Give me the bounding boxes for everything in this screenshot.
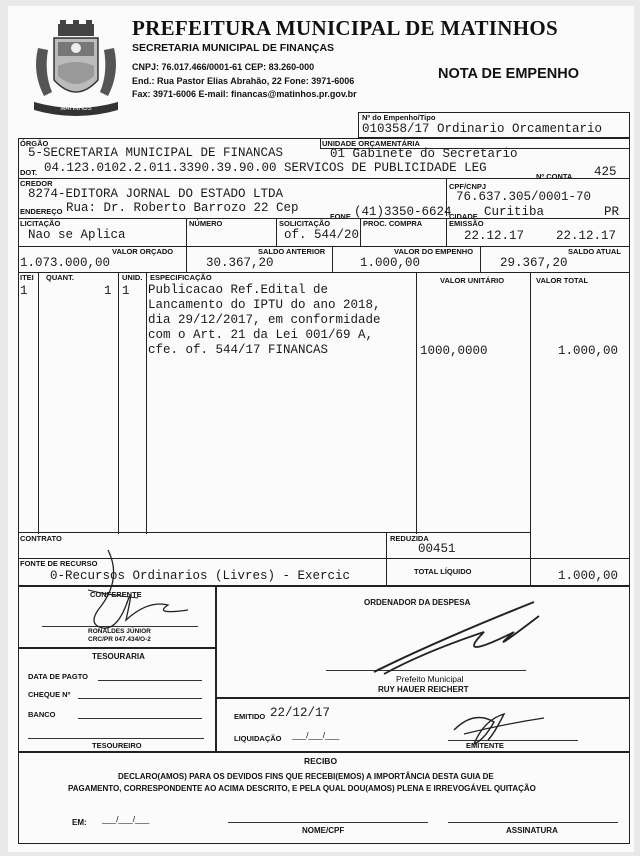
emissao-value-2: 22.12.17	[556, 229, 617, 243]
valor-empenho-label: VALOR DO EMPENHO	[394, 247, 474, 256]
saldo-atual-label: SALDO ATUAL	[568, 247, 621, 256]
tesoureiro-label: TESOUREIRO	[92, 741, 142, 750]
conta-label: Nº CONTA	[536, 172, 573, 181]
reduzida-label: REDUZIDA	[390, 534, 429, 543]
banco-label: BANCO	[28, 710, 56, 719]
cidade-value: Curitiba	[484, 205, 545, 219]
empenho-label: Nº do Empenho/Tipo	[362, 113, 436, 122]
cnpj-line: CNPJ: 76.017.466/0001-61 CEP: 83.260-000	[132, 62, 315, 72]
unidade-value: 01 Gabinete do Secretario	[330, 147, 518, 161]
emitente-signature-icon	[444, 700, 554, 750]
item-quant: 1	[104, 284, 112, 298]
data-pagto-label: DATA DE PAGTO	[28, 672, 88, 681]
fonte-value: 0-Recursos Ordinarios (Livres) - Exercic	[50, 569, 351, 583]
assinatura-label: ASSINATURA	[506, 826, 558, 835]
licitacao-label: LICITAÇÃO	[20, 219, 61, 228]
svg-text:MATINHOS: MATINHOS	[60, 106, 92, 112]
em-value: ___/___/___	[102, 814, 150, 824]
em-label: EM:	[72, 818, 87, 827]
conferente-crc: CRC/PR 047.434/O-2	[88, 636, 151, 643]
col-vunit-header: VALOR UNITÁRIO	[440, 276, 505, 285]
proc-compra-label: PROC. COMPRA	[363, 219, 423, 228]
total-label: TOTAL LÍQUIDO	[414, 567, 472, 576]
col-vtotal-header: VALOR TOTAL	[536, 276, 589, 285]
col-quant-header: QUANT.	[46, 273, 74, 282]
tesouraria-label: TESOURARIA	[92, 652, 145, 661]
licitacao-value: Nao se Aplica	[28, 228, 126, 242]
tesouraria-box	[18, 648, 216, 752]
emissao-value-1: 22.12.17	[464, 229, 525, 243]
empenho-document	[8, 6, 634, 852]
spec-line: Publicacao Ref.Edital de	[148, 283, 329, 297]
spec-line: com o Art. 21 da Lei 001/69 A,	[148, 328, 374, 342]
page-subtitle: SECRETARIA MUNICIPAL DE FINANÇAS	[132, 42, 335, 54]
fax-line: Fax: 3971-6006 E-mail: financas@matinhos.pr.gov.br	[132, 89, 357, 99]
cpf-label: CPF/CNPJ	[449, 182, 487, 191]
credor-value: 8274-EDITORA JORNAL DO ESTADO LTDA	[28, 187, 284, 201]
emissao-label: EMISSÃO	[449, 219, 484, 228]
valor-orcado-label: VALOR ORÇADO	[112, 247, 174, 256]
numero-label: NÚMERO	[189, 219, 223, 228]
conferente-name: RONALDES JÚNIOR	[88, 628, 151, 635]
fone-label: FONE	[330, 212, 351, 221]
col-item-header: ITEI	[20, 273, 34, 282]
fone-value: (41)3350-6624	[354, 205, 452, 219]
recibo-line-2: PAGAMENTO, CORRESPONDENTE AO ACIMA DESCRITO, E PELA QUAL DOU(AMOS) PLENA E IRREVOGÁVEL QUITAÇÃO	[68, 784, 536, 793]
contrato-label: CONTRATO	[20, 534, 62, 543]
emitente-label: EMITENTE	[466, 741, 504, 750]
endereco-value: Rua: Dr. Roberto Barrozo 22 Cep	[66, 201, 299, 215]
dotacao-label: DOT.	[20, 168, 38, 177]
uf-value: PR	[604, 205, 620, 219]
ordenador-label: ORDENADOR DA DESPESA	[364, 598, 471, 607]
col-spec-header: ESPECIFICAÇÃO	[150, 273, 212, 282]
dotacao-value: 04.123.0102.2.011.3390.39.90.00 SERVICOS DE PUBLICIDADE LEG	[44, 161, 487, 175]
ordenador-signature-icon	[364, 592, 544, 682]
liquidacao-value: ___/___/___	[292, 730, 340, 740]
conta-value: 425	[594, 165, 617, 179]
cheque-label: CHEQUE Nº	[28, 690, 71, 699]
recibo-line-1: DECLARO(AMOS) PARA OS DEVIDOS FINS QUE RECEBI(EMOS) A IMPORTÂNCIA DESTA GUIA DE	[118, 772, 494, 781]
document-type: NOTA DE EMPENHO	[438, 66, 579, 82]
conferente-label: CONFERENTE	[90, 590, 142, 599]
valor-empenho-value: 1.000,00	[360, 256, 421, 270]
solicitacao-value: of. 544/20	[284, 228, 360, 242]
item-spec	[148, 283, 381, 358]
spec-line: Lancamento do IPTU do ano 2018,	[148, 298, 381, 312]
emitido-value: 22/12/17	[270, 706, 331, 720]
orgao-value: 5-SECRETARIA MUNICIPAL DE FINANCAS	[28, 146, 284, 160]
endereco-label: ENDEREÇO	[20, 207, 63, 216]
empenho-value: 010358/17 Ordinario Orcamentario	[362, 122, 603, 136]
col-unid-header: UNID.	[122, 273, 143, 282]
conferente-signature-icon	[68, 540, 198, 640]
saldo-anterior-value: 30.367,20	[206, 256, 274, 270]
saldo-atual-value: 29.367,20	[500, 256, 568, 270]
address-line: End.: Rua Pastor Elias Abrahão, 22 Fone: 3971-6006	[132, 76, 355, 86]
spec-line: cfe. of. 544/17 FINANCAS	[148, 343, 329, 357]
orgao-label: ÓRGÃO	[20, 139, 49, 148]
reduzida-value: 00451	[418, 542, 456, 556]
item-unid: 1	[122, 284, 130, 298]
recibo-title: RECIBO	[304, 756, 338, 766]
item-valor-total: 1.000,00	[558, 344, 619, 358]
ordenador-name: RUY HAUER REICHERT	[378, 685, 469, 694]
emitido-label: EMITIDO	[234, 712, 266, 721]
liquidacao-label: LIQUIDAÇÃO	[234, 734, 282, 743]
page-title: PREFEITURA MUNICIPAL DE MATINHOS	[132, 16, 558, 40]
saldo-anterior-label: SALDO ANTERIOR	[258, 247, 326, 256]
valor-orcado-value: 1.073.000,00	[20, 256, 111, 270]
unidade-label: UNIDADE ORÇAMENTÁRIA	[322, 139, 420, 148]
total-value: 1.000,00	[558, 569, 619, 583]
municipal-crest-icon	[24, 18, 128, 122]
item-valor-unitario: 1000,0000	[420, 344, 488, 358]
fonte-label: FONTE DE RECURSO	[20, 559, 98, 568]
nome-cpf-label: NOME/CPF	[302, 826, 345, 835]
ordenador-role: Prefeito Municipal	[396, 674, 464, 684]
spec-line: dia 29/12/2017, em conformidade	[148, 313, 381, 327]
item-number: 1	[20, 284, 28, 298]
solicitacao-label: SOLICITAÇÃO	[279, 219, 331, 228]
cidade-label: CIDADE	[449, 212, 478, 221]
cpf-value: 76.637.305/0001-70	[456, 190, 592, 204]
credor-label: CREDOR	[20, 179, 53, 188]
